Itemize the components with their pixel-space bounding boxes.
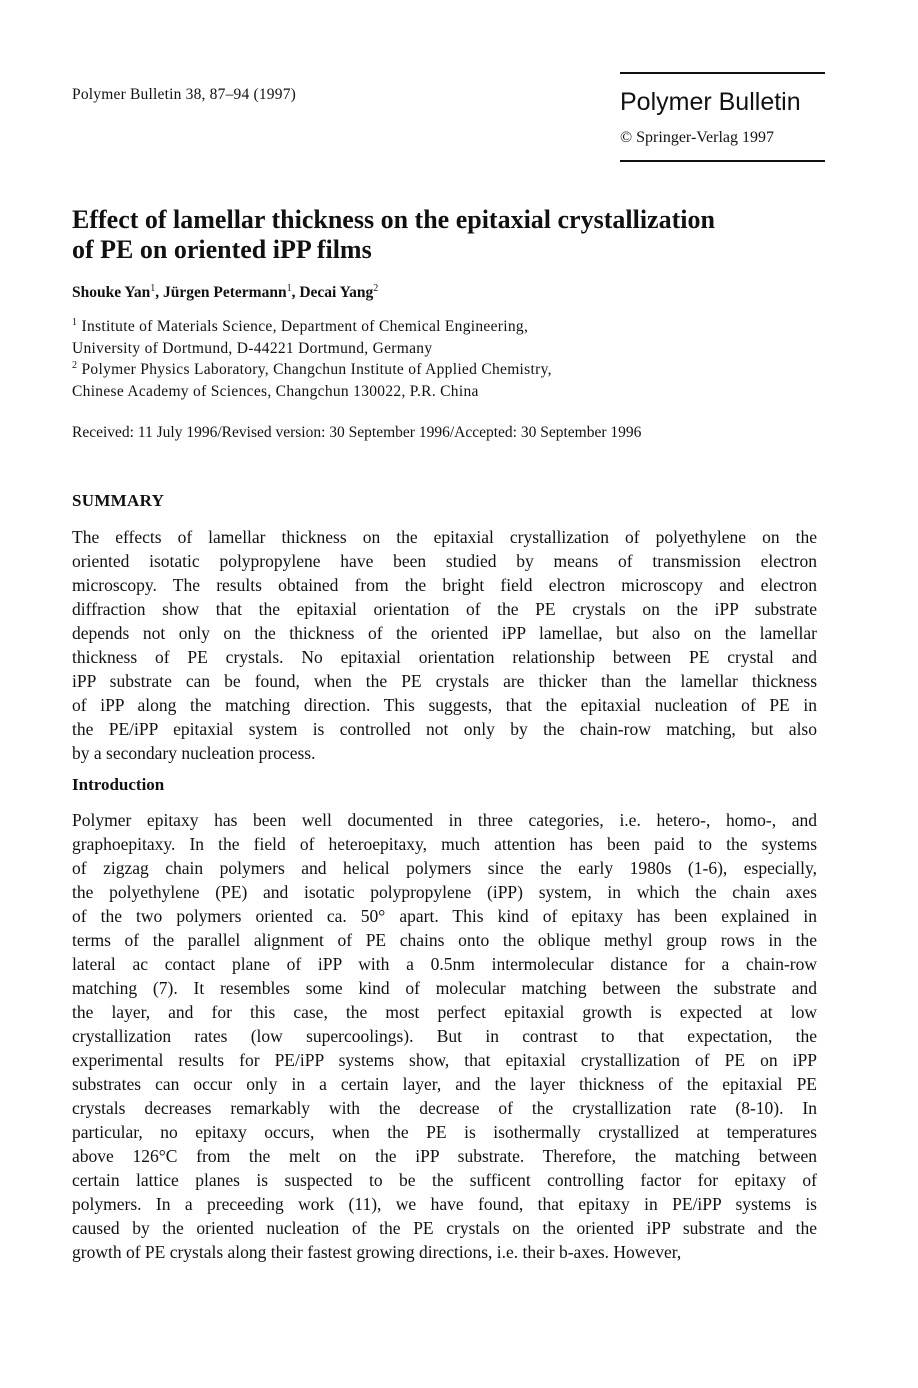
text-line: certain lattice planes is suspected to be the sufficent controlling factor for epitaxy of <box>72 1170 817 1190</box>
author-name: Decai Yang <box>299 284 374 301</box>
text-line: matching (7). It resembles some kind of molecular matching between the substrate and <box>72 978 817 998</box>
text-line: The effects of lamellar thickness on the epitaxial crystallization of polyethylene on the <box>72 527 817 547</box>
text-line: substrates can occur only in a certain layer, and the layer thickness of the epitaxial PE <box>72 1074 817 1094</box>
text-line: graphoepitaxy. In the field of heteroepitaxy, much attention has been paid to the systems <box>72 834 817 854</box>
text-line: above 126°C from the melt on the iPP substrate. Therefore, the matching between <box>72 1146 817 1166</box>
summary-text <box>72 525 817 765</box>
author-affiliation-mark: 2 <box>373 282 379 294</box>
journal-masthead <box>620 72 825 162</box>
affiliation-text: Institute of Materials Science, Department of Chemical Engineering, <box>81 318 529 335</box>
text-line: polymers. In a preceeding work (11), we have found, that epitaxy in PE/iPP systems is <box>72 1194 817 1214</box>
text-line: of the two polymers oriented ca. 50° apart. This kind of epitaxy has been explained in <box>72 906 817 926</box>
text-line: depends not only on the thickness of the oriented iPP lamellae, but also on the lamellar <box>72 623 817 643</box>
affiliation-text: University of Dortmund, D-44221 Dortmund, Germany <box>72 339 433 357</box>
affiliation-mark: 2 <box>72 359 78 371</box>
text-line: microscopy. The results obtained from the bright field electron microscopy and electron <box>72 575 817 595</box>
affiliations <box>72 316 552 402</box>
summary-heading: SUMMARY <box>72 491 165 510</box>
text-line: iPP substrate can be found, when the PE crystals are thicker than the lamellar thickness <box>72 671 817 691</box>
text-line: by a secondary nucleation process. <box>72 743 316 763</box>
masthead-top-rule <box>620 72 825 74</box>
affiliation-mark: 1 <box>72 316 78 328</box>
author-name: Jürgen Petermann <box>163 284 287 301</box>
affiliation-line <box>72 381 552 403</box>
article-title-line: of PE on oriented iPP films <box>72 235 372 264</box>
author-affiliation-mark: 1 <box>150 282 156 294</box>
text-line: thickness of PE crystals. No epitaxial orientation relationship between PE crystal and <box>72 647 817 667</box>
text-line: the layer, and for this case, the most perfect epitaxial growth is expected at low <box>72 1002 817 1022</box>
affiliation-line <box>72 338 552 360</box>
text-line: of zigzag chain polymers and helical polymers since the early 1980s (1-6), especially, <box>72 858 817 878</box>
journal-name: Polymer Bulletin <box>620 88 801 116</box>
affiliation-line <box>72 359 552 381</box>
author-list: Shouke Yan$^1$, Jürgen Petermann$^1$, Decai Yang$^2$ <box>72 282 379 301</box>
text-line: oriented isotatic polypropylene have been studied by means of transmission electron <box>72 551 817 571</box>
text-line: growth of PE crystals along their fastest growing directions, i.e. their b-axes. However, <box>72 1242 682 1262</box>
text-line: diffraction show that the epitaxial orientation of the PE crystals on the iPP substrate <box>72 599 817 619</box>
text-line: experimental results for PE/iPP systems show, that epitaxial crystallization of PE on iPP <box>72 1050 817 1070</box>
affiliation-text: Polymer Physics Laboratory, Changchun Institute of Applied Chemistry, <box>81 361 552 378</box>
received-dates: Received: 11 July 1996/Revised version: 30 September 1996/Accepted: 30 September 1996 <box>72 424 642 441</box>
text-line: crystals decreases remarkably with the decrease of the crystallization rate (8-10). In <box>72 1098 817 1118</box>
introduction-text <box>72 808 817 1264</box>
text-line: the polyethylene (PE) and isotatic polypropylene (iPP) system, in which the chain axes <box>72 882 817 902</box>
text-line: of iPP along the matching direction. This suggests, that the epitaxial nucleation of PE in <box>72 695 817 715</box>
text-line: caused by the oriented nucleation of the PE crystals on the oriented iPP substrate and the <box>72 1218 817 1238</box>
text-line: terms of the parallel alignment of PE chains onto the oblique methyl group rows in the <box>72 930 817 950</box>
text-line: lateral ac contact plane of iPP with a 0.5nm intermolecular distance for a chain-row <box>72 954 817 974</box>
text-line: particular, no epitaxy occurs, when the PE is isothermally crystallized at temperatures <box>72 1122 817 1142</box>
masthead-bottom-rule <box>620 160 825 162</box>
text-line: the PE/iPP epitaxial system is controlled not only by the chain-row matching, but also <box>72 719 817 739</box>
article-title <box>72 205 842 265</box>
text-line: Polymer epitaxy has been well documented in three categories, i.e. hetero-, homo-, and <box>72 810 817 830</box>
author-affiliation-mark: 1 <box>286 282 292 294</box>
publisher-copyright: © Springer-Verlag 1997 <box>620 129 775 146</box>
affiliation-text: Chinese Academy of Sciences, Changchun 130022, P.R. China <box>72 382 479 400</box>
article-title-line: Effect of lamellar thickness on the epitaxial crystallization <box>72 205 715 234</box>
journal-reference: Polymer Bulletin 38, 87–94 (1997) <box>72 86 297 103</box>
introduction-heading: Introduction <box>72 775 165 794</box>
affiliation-line <box>72 316 552 338</box>
text-line: crystallization rates (low supercoolings). But in contrast to that expectation, the <box>72 1026 817 1046</box>
author-name: Shouke Yan <box>72 284 151 301</box>
